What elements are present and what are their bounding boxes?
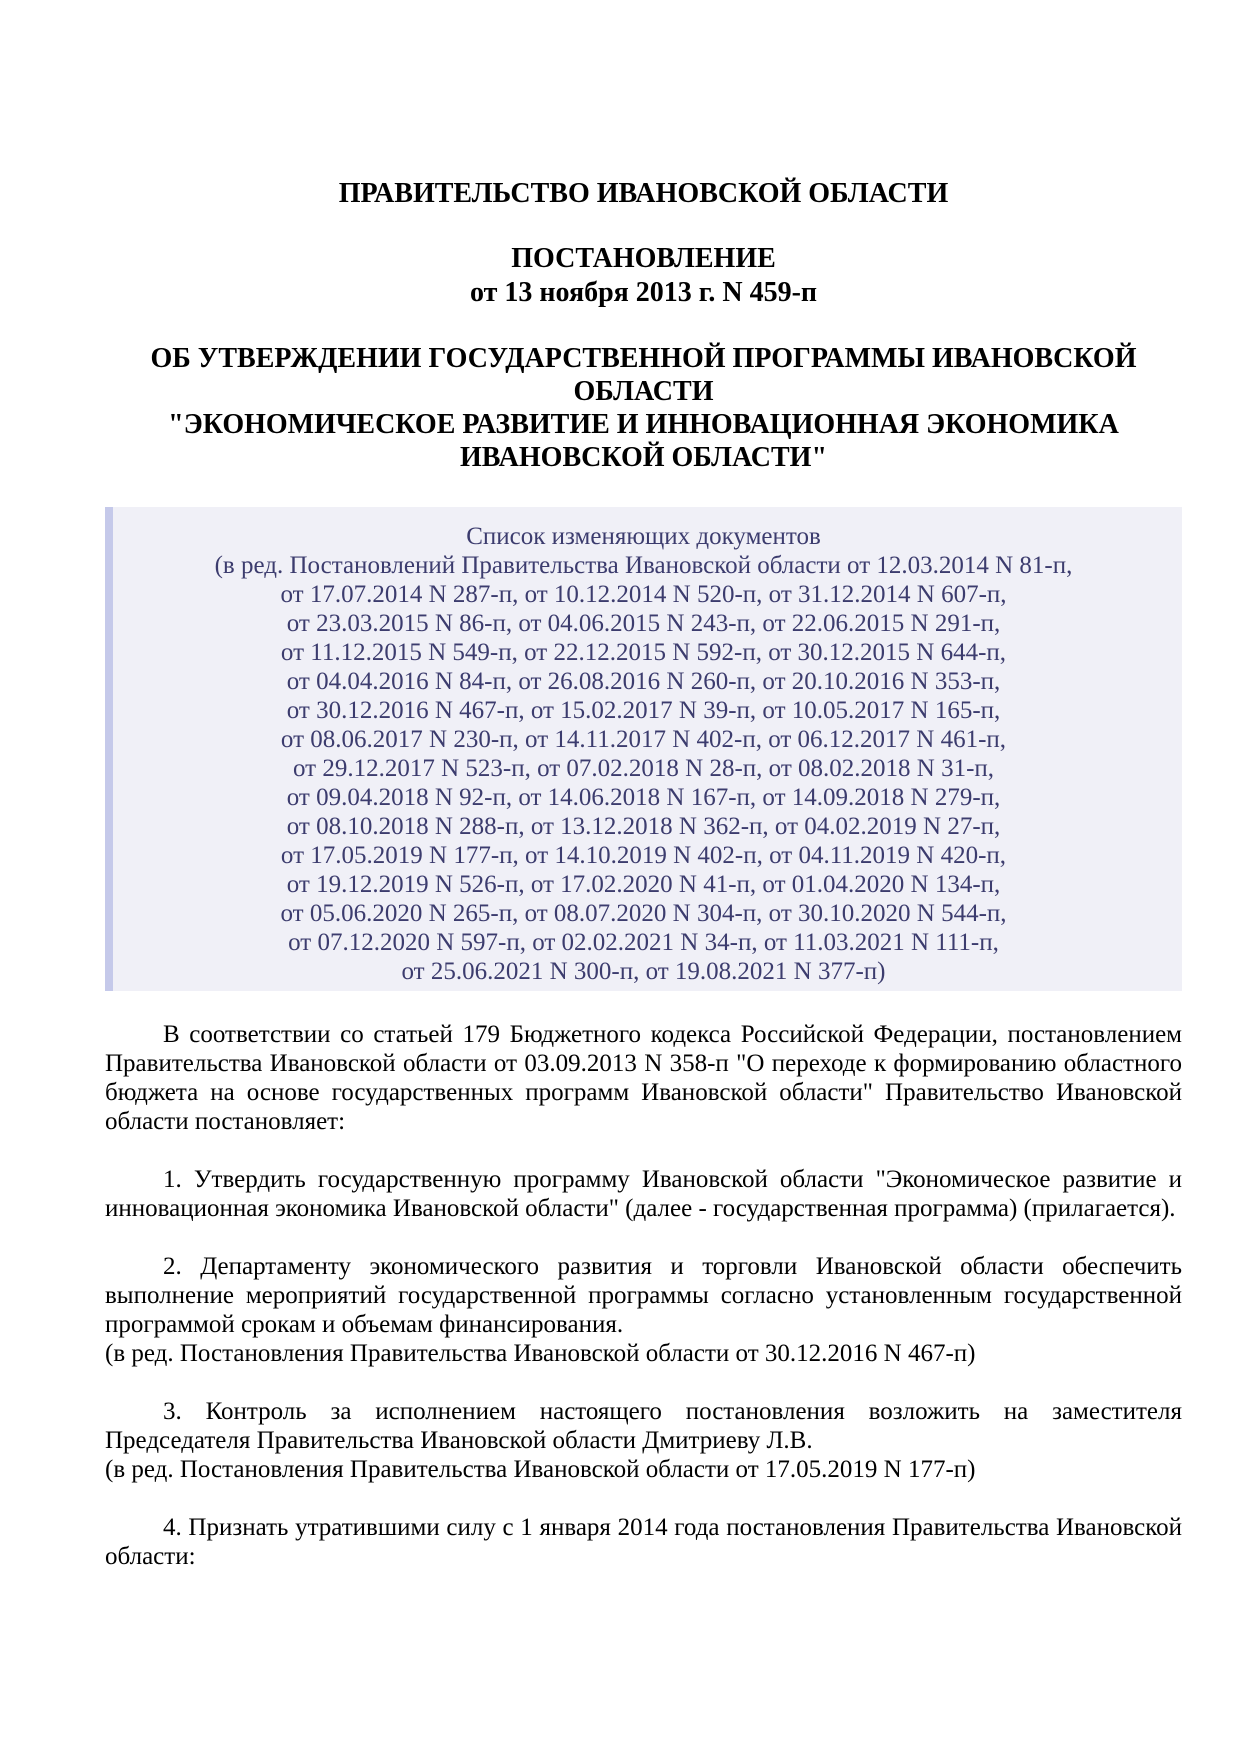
amendment-line: от 08.06.2017 N 230-п, от 14.11.2017 N 402-п, от 06.12.2017 N 461-п, bbox=[280, 726, 1007, 753]
document-date-number: от 13 ноября 2013 г. N 459-п bbox=[469, 277, 818, 308]
amendment-line: от 23.03.2015 N 86-п, от 04.06.2015 N 243-п, от 22.06.2015 N 291-п, bbox=[286, 610, 1001, 637]
document-body bbox=[105, 1020, 1182, 1571]
subject-line: ОБ УТВЕРЖДЕНИИ ГОСУДАРСТВЕННОЙ ПРОГРАММЫ ИВАНОВСКОЙ bbox=[150, 343, 1137, 374]
amendment-line: от 09.04.2018 N 92-п, от 14.06.2018 N 167-п, от 14.09.2018 N 279-п, bbox=[286, 784, 1001, 811]
amendment-line: от 04.04.2016 N 84-п, от 26.08.2016 N 260-п, от 20.10.2016 N 353-п, bbox=[286, 668, 1001, 695]
document-type: ПОСТАНОВЛЕНИЕ bbox=[511, 243, 776, 274]
amendments-title: Список изменяющих документов bbox=[466, 523, 821, 550]
amendment-line: от 17.05.2019 N 177-п, от 14.10.2019 N 402-п, от 04.11.2019 N 420-п, bbox=[280, 842, 1007, 869]
amendment-note: (в ред. Постановления Правительства Ивановской области от 30.12.2016 N 467-п) bbox=[105, 1340, 976, 1367]
amendment-line: от 29.12.2017 N 523-п, от 07.02.2018 N 28-п, от 08.02.2018 N 31-п, bbox=[292, 755, 995, 782]
document-subject bbox=[105, 342, 1182, 474]
amendment-line: от 17.07.2014 N 287-п, от 10.12.2014 N 520-п, от 31.12.2014 N 607-п, bbox=[280, 581, 1007, 608]
body-paragraph: 1. Утвердить государственную программу Ивановской области "Экономическое развитие и инновационная экономика Ивановской области" (далее - государственная программа) (прилагается). bbox=[105, 1166, 1182, 1222]
amendment-line: от 08.10.2018 N 288-п, от 13.12.2018 N 362-п, от 04.02.2019 N 27-п, bbox=[286, 813, 1001, 840]
body-paragraph: 2. Департаменту экономического развития и торговли Ивановской области обеспечить выполнение мероприятий государственной программы согласно установленным государственной программой срокам и объемам финансирования. bbox=[105, 1253, 1182, 1338]
document-page bbox=[105, 0, 1182, 1571]
body-paragraph: 3. Контроль за исполнением настоящего постановления возложить на заместителя Председателя Правительства Ивановской области Дмитриеву Л.В. bbox=[105, 1398, 1182, 1454]
body-paragraph: 4. Признать утратившими силу с 1 января 2014 года постановления Правительства Ивановской области: bbox=[105, 1514, 1182, 1570]
subject-line: ИВАНОВСКОЙ ОБЛАСТИ" bbox=[459, 442, 828, 473]
amendments-box bbox=[105, 507, 1182, 991]
issuer-title: ПРАВИТЕЛЬСТВО ИВАНОВСКОЙ ОБЛАСТИ bbox=[338, 178, 949, 209]
amendment-line: от 30.12.2016 N 467-п, от 15.02.2017 N 39-п, от 10.05.2017 N 165-п, bbox=[286, 697, 1001, 724]
amendment-line: от 19.12.2019 N 526-п, от 17.02.2020 N 41-п, от 01.04.2020 N 134-п, bbox=[286, 871, 1001, 898]
body-paragraph: В соответствии со статьей 179 Бюджетного кодекса Российской Федерации, постановлением Правительства Ивановской области от 03.09.2013 N 358-п "О переходе к формированию областного бюджета на основе государственных программ Ивановской области" Правительство Ивановской области постановляет: bbox=[105, 1021, 1182, 1135]
amendment-line: от 05.06.2020 N 265-п, от 08.07.2020 N 304-п, от 30.10.2020 N 544-п, bbox=[280, 900, 1007, 927]
amendment-note: (в ред. Постановления Правительства Ивановской области от 17.05.2019 N 177-п) bbox=[105, 1456, 976, 1483]
amendment-line: от 07.12.2020 N 597-п, от 02.02.2021 N 34-п, от 11.03.2021 N 111-п, bbox=[288, 929, 999, 956]
amendment-line: от 11.12.2015 N 549-п, от 22.12.2015 N 592-п, от 30.12.2015 N 644-п, bbox=[280, 639, 1007, 666]
subject-line: "ЭКОНОМИЧЕСКОЕ РАЗВИТИЕ И ИННОВАЦИОННАЯ ЭКОНОМИКА bbox=[168, 409, 1119, 440]
subject-line: ОБЛАСТИ bbox=[573, 376, 714, 407]
amendment-line: (в ред. Постановлений Правительства Ивановской области от 12.03.2014 N 81-п, bbox=[214, 552, 1073, 579]
amendment-line: от 25.06.2021 N 300-п, от 19.08.2021 N 377-п) bbox=[401, 958, 886, 985]
